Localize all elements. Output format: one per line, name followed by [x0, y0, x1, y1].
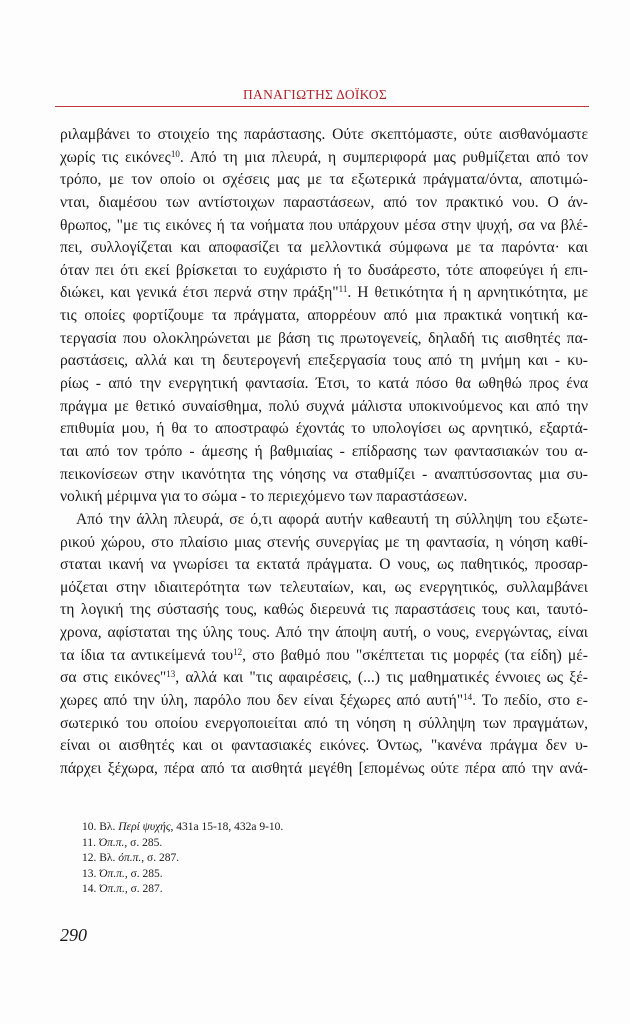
text-run: 11.: [82, 836, 99, 849]
text-line: [60, 305, 588, 328]
header-rule: [55, 106, 589, 107]
text-line: [60, 690, 588, 713]
text-run: τεργασία που ολοκληρώνεται με βάση τις πρωτογενείς, δηλαδή τις αισθητές πα-: [60, 329, 588, 347]
text-run: ρικού χώρου, στο πλαίσιο μιας στενής συνεργίας με τη φαντασία, η νόηση καθί-: [60, 533, 588, 551]
text-line: [60, 260, 588, 283]
footnote: [82, 851, 283, 867]
text-run: μόζεται στην ιδιαιτερότητα των τελευταίων, και, ως ενεργητικός, συλλαμβάνει: [60, 578, 588, 596]
text-run: τις οποίες φορτίζουμε τα πράγματα, απορρέουν από μια πρακτικά νοητική κα-: [60, 307, 588, 325]
footnote-reference: 12: [233, 646, 243, 657]
text-line: [60, 667, 588, 690]
text-line: [60, 554, 588, 577]
text-line: [60, 147, 588, 170]
text-run: πράγμα με θετικό συναίσθημα, πολύ συχνά μάλιστα υποκινούμενος και από την: [60, 397, 588, 415]
text-run: ρίως - από την ενεργητική φαντασία. Έτσι, το κατά πόσο θα ωθηθώ προς ένα: [60, 375, 588, 393]
footnote-reference: 14: [463, 692, 473, 703]
text-run: , σ. 285.: [124, 867, 163, 880]
text-run: ριλαμβάνει το στοιχείο της παράστασης. Ούτε σκεπτόμαστε, ούτε αισθανόμαστε: [60, 126, 588, 143]
text-line: [60, 713, 588, 736]
text-line: [60, 532, 588, 555]
text-run: πεικονίσεων στην ικανότητα της νόησης να σταθμίζει - αναπτύσσοντας μια συ-: [60, 465, 588, 483]
text-run: . Από τη μια πλευρά, η συμπεριφορά μας ρυθμίζεται από τον: [179, 148, 588, 166]
text-line: [60, 396, 588, 419]
text-run: διώκει, και γενικά έτσι περνά στην πράξη": [60, 284, 339, 302]
text-run: , σ. 287.: [141, 852, 180, 865]
body-text: [60, 124, 588, 781]
text-run: . Το πεδίο, στο ε-: [472, 692, 588, 710]
text-run: 12. Βλ.: [82, 852, 119, 865]
text-line: [60, 350, 588, 373]
text-line: [60, 192, 588, 215]
text-run: , σ. 285.: [124, 836, 163, 849]
text-run: 10. Βλ.: [82, 821, 119, 833]
text-line: [60, 509, 588, 532]
text-line: [60, 599, 588, 622]
footnote: [82, 867, 283, 883]
text-run: ραστάσεις, αλλά και τη δευτερογενή επεξεργασία τους από τη μνήμη και - κυ-: [60, 352, 588, 370]
text-run: , αλλά και "τις αφαιρέσεις, (...) τις μαθηματικές έννοιες ως ξέ-: [175, 669, 588, 687]
text-line: [60, 441, 588, 464]
text-line: [60, 735, 588, 758]
text-run: νται, διαμέσου των αντίστοιχων παραστάσεων, από τον πρακτικό νου. Ο άν-: [60, 193, 588, 211]
text-run: χρονα, αφίσταται της ύλης τους. Από την άποψη αυτή, ο νους, ενεργώντας, είναι: [60, 624, 588, 642]
text-line: [60, 486, 588, 509]
text-run: σωτερικό του οποίου ενεργοποιείται από τη νόηση η σύλληψη των πραγμάτων,: [60, 714, 588, 732]
footnote: [82, 836, 283, 852]
text-run: 14.: [82, 883, 100, 896]
text-run: . Η θετικότητα ή η αρνητικότητα, με: [347, 284, 589, 302]
text-line: [60, 577, 588, 600]
text-run: νολική μέριμνα για το σώμα - το περιεχόμενο των παραστάσεων.: [60, 488, 468, 506]
text-line: [60, 373, 588, 396]
text-run: χωρες από την ύλη, παρόλο που δεν είναι ξέχωρες από αυτή": [60, 692, 464, 710]
text-run: τα ίδια τα αντικείμενά του: [60, 646, 234, 664]
text-run: όταν πει ότι εκεί βρίσκεται το ευχάριστο ή το δυσάρεστο, τότε αποφεύγει ή επι-: [60, 261, 588, 279]
text-run: τη λογική της σύστασής τους, καθώς διερευνά τις παραστάσεις τους και, ταυτό-: [60, 601, 588, 619]
footnote-reference: 13: [166, 669, 176, 680]
text-run: πάρχει ξέχωρα, πέρα από τα αισθητά μεγέθη [επομένως ούτε πέρα από την ανά-: [60, 759, 588, 777]
footnote-reference: 11: [338, 284, 348, 295]
italic-text: όπ.π.: [118, 852, 142, 865]
text-run: Από την άλλη πλευρά, σε ό,τι αφορά αυτήν καθεαυτή τη σύλληψη του εξωτε-: [76, 510, 588, 528]
text-line: [60, 237, 588, 260]
text-line: [60, 418, 588, 441]
text-line: [60, 215, 588, 238]
footnote: [82, 882, 283, 898]
italic-text: Όπ.π.: [99, 883, 125, 896]
text-run: είναι οι αισθητές και οι φαντασιακές εικόνες. Όντως, "κανένα πράγμα δεν υ-: [60, 737, 588, 755]
text-run: πει, συλλογίζεται και αποφασίζει τα μελλοντικά σύμφωνα με τα παρόντα· και: [60, 239, 588, 257]
footnotes: [82, 820, 283, 898]
text-run: , 431a 15-18, 432a 9-10.: [170, 821, 284, 833]
running-header: ΠΑΝΑΓΙΩΤΗΣ ΔΟΪΚΟΣ: [242, 87, 388, 102]
italic-text: Όπ.π.: [98, 836, 125, 849]
text-run: 13.: [82, 867, 100, 880]
page-number: 290: [60, 925, 87, 945]
text-line: [60, 124, 588, 147]
footnote-reference: 10: [170, 148, 180, 159]
text-line: [60, 758, 588, 781]
text-line: [60, 645, 588, 668]
text-run: , στο βαθμό που "σκέπτεται τις μορφές (τα είδη) μέ-: [242, 646, 588, 664]
italic-text: Όπ.π.: [99, 867, 125, 880]
text-run: ται από τον τρόπο - άμεσης ή βαθμιαίας - επίδρασης των φαντασιακών του α-: [60, 442, 588, 460]
text-line: [60, 169, 588, 192]
text-run: χωρίς τις εικόνες: [60, 148, 171, 166]
italic-text: Περί ψυχής: [118, 821, 171, 833]
text-line: [60, 622, 588, 645]
text-line: [60, 464, 588, 487]
text-run: , σ. 287.: [124, 883, 163, 896]
text-line: [60, 328, 588, 351]
text-line: [60, 282, 588, 305]
text-run: σα στις εικόνες": [60, 669, 167, 687]
text-run: τρόπο, με τον οποίο οι σχέσεις μας με τα εξωτερικά πράγματα/όντα, αποτιμώ-: [60, 171, 588, 189]
text-run: σταται ικανή να γνωρίσει τα εκτατά πράγματα. Ο νους, ως παθητικός, προσαρ-: [60, 556, 588, 574]
text-run: θρωπος, "με τις εικόνες ή τα νοήματα που υπάρχουν μέσα στην ψυχή, σα να βλέ-: [60, 216, 588, 234]
text-run: επιθυμία μου, ή θα το αποστραφώ έχοντάς το υπολογίσει ως αρνητικό, εξαρτά-: [60, 420, 588, 438]
footnote: [82, 820, 283, 836]
